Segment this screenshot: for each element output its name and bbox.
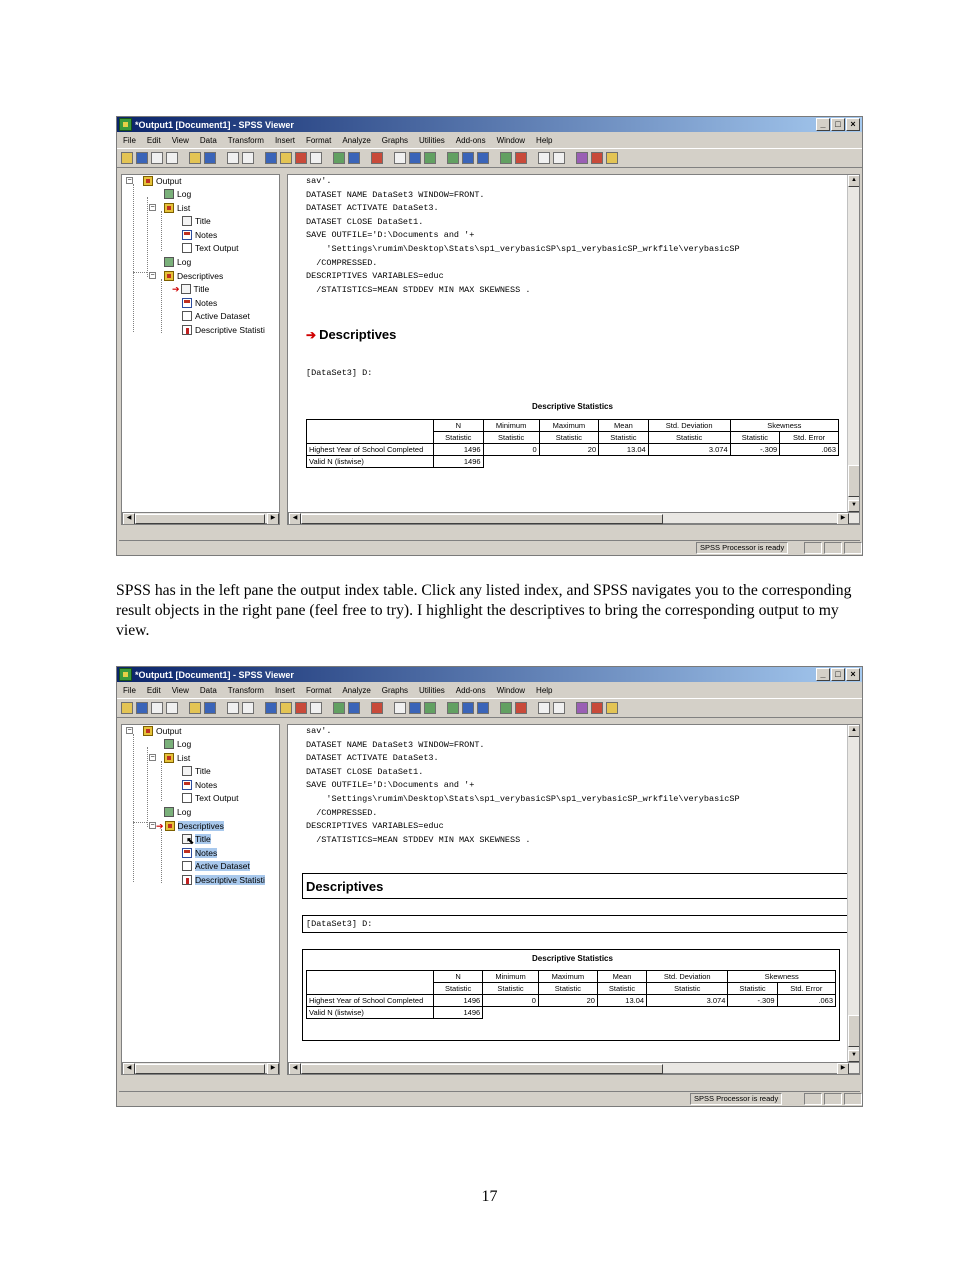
export-icon[interactable] [189,152,201,164]
dataset-line: [DataSet3] D: [306,368,373,378]
collapse-toggle-icon[interactable]: − [127,727,132,734]
status-cell [844,1093,862,1105]
page-number: 17 [481,1188,498,1205]
title-icon [182,216,192,226]
collapse-toggle-icon[interactable]: − [150,822,155,829]
menu-analyze[interactable]: Analyze [342,685,371,695]
insert-new-heading-icon[interactable] [591,152,603,164]
forward-arrow-icon[interactable] [477,152,489,164]
tree-item-title-2[interactable]: ➔ Title [172,283,210,294]
current-item-arrow-icon: ➔ [172,283,180,294]
status-text: SPSS Processor is ready [696,542,788,554]
insert-text-icon[interactable] [409,702,421,714]
maximize-button[interactable]: □ [831,668,845,681]
promote-icon[interactable] [447,152,459,164]
window-title: *Output1 [Document1] - SPSS Viewer [135,669,294,680]
tree-item-output[interactable]: Output [143,725,182,737]
text-output-icon [182,861,192,871]
notes-icon [182,848,192,858]
dataset-line-box[interactable] [302,915,848,933]
menu-analyze[interactable]: Analyze [342,135,371,145]
expand-icon[interactable] [500,152,512,164]
syntax-log: sav'. DATASET NAME DataSet3 WINDOW=FRONT. DATASET ACTIVATE DataSet3. DATASET CLOSE DataSet1. SAVE OUTFILE='D:\Documents and '+ 'Settings\rumim\Desktop\Stats\sp1_verybasicSP\sp1_verybasicSP_wrkfile\verybasicSP /COMPRESSED. DESCRIPTIVES VARIABLES=educ /STATISTICS=MEAN STDDEV MIN MAX SKEWNESS . [306,726,740,845]
menu-transform[interactable]: Transform [227,135,264,145]
expand-icon[interactable] [500,702,512,714]
output-outline-pane[interactable] [121,174,280,525]
mouse-cursor-icon: ⬉ [186,836,195,847]
help-topics-icon[interactable] [310,702,322,714]
tree-item-notes[interactable]: Notes [182,779,217,791]
menu-insert[interactable]: Insert [274,135,295,145]
contents-vertical-scrollbar[interactable] [847,725,859,1062]
tree-item-descriptive-statistics[interactable]: Descriptive Statisti [182,324,265,336]
insert-chart-icon[interactable] [424,152,436,164]
descriptives-heading-box[interactable] [302,873,848,899]
insert-new-title-icon[interactable] [606,152,618,164]
tree-item-text-output[interactable]: Text Output [182,242,238,254]
scroll-left-icon[interactable]: ◀ [289,1063,301,1075]
status-bar [119,540,860,553]
menu-data[interactable]: Data [199,685,217,695]
book-icon [164,203,174,213]
scroll-right-icon[interactable]: ▶ [267,1063,279,1075]
menu-bar [117,682,862,698]
tree-item-title-2[interactable]: Title [182,833,211,845]
close-button[interactable]: × [846,118,860,131]
menu-add-ons[interactable]: Add-ons [455,685,486,695]
tree-item-output[interactable]: Output [143,175,182,187]
close-button[interactable]: × [846,668,860,681]
scroll-thumb[interactable] [135,514,265,524]
status-bar [119,1091,860,1104]
scroll-left-icon[interactable]: ◀ [123,513,135,525]
notes-icon [182,230,192,240]
status-cell [844,542,862,554]
outline-horizontal-scrollbar[interactable] [122,1062,280,1074]
log-icon [164,739,174,749]
collapse-toggle-icon[interactable]: − [150,204,155,211]
goto-case-icon[interactable] [280,702,292,714]
export-icon[interactable] [189,702,201,714]
scroll-right-icon[interactable]: ▶ [837,513,849,525]
table-row: Valid N (listwise) 1496 [307,456,839,468]
table-subheader-row: Statistic Statistic Statistic Statistic Statistic Statistic Std. Error [307,432,839,444]
scroll-right-icon[interactable]: ▶ [267,513,279,525]
open-icon[interactable] [121,702,133,714]
body-paragraph: SPSS has in the left pane the output index table. Click any listed index, and SPSS navigates you to the corresponding result objects in the right pane (feel free to try). I highlight the descriptives to bring the corresponding output to my view. [116,582,852,639]
menu-file[interactable]: File [123,685,136,695]
goto-data-icon[interactable] [265,152,277,164]
designate-window-icon[interactable] [576,152,588,164]
dataset-line: [DataSet3] D: [306,919,373,929]
forward-arrow-icon[interactable] [477,702,489,714]
scroll-thumb[interactable] [301,1064,663,1074]
book-icon [165,821,175,831]
tree-item-notes[interactable]: Notes [182,229,217,241]
tree-item-log-2[interactable]: Log [164,256,191,268]
scroll-down-icon[interactable]: ▼ [848,1050,860,1062]
text-output-icon [182,311,192,321]
output-contents-pane[interactable] [287,174,860,525]
show-icon[interactable] [538,152,550,164]
spss-viewer-window-1 [116,116,863,556]
tree-item-notes-2[interactable]: Notes [182,297,217,309]
hide-icon[interactable] [553,702,565,714]
insert-title-icon[interactable] [394,702,406,714]
maximize-button[interactable]: □ [831,118,845,131]
stats-table-title: Descriptive Statistics [532,402,613,411]
back-arrow-icon[interactable] [462,152,474,164]
collapse-icon[interactable] [515,702,527,714]
tree-item-list[interactable]: List [164,752,190,764]
use-sets-icon[interactable] [348,702,360,714]
designate-window-icon[interactable] [576,702,588,714]
title-bar [117,667,862,682]
tree-item-active-dataset[interactable]: Active Dataset [182,310,250,322]
contents-vertical-scrollbar[interactable] [847,175,859,512]
tree-item-text-output[interactable]: Text Output [182,792,238,804]
title-icon [182,766,192,776]
table-header-row: N Minimum Maximum Mean Std. Deviation Skewness [307,420,839,432]
output-contents-pane[interactable] [287,724,860,1075]
status-cell [824,542,842,554]
minimize-button[interactable]: _ [816,668,830,681]
status-text: SPSS Processor is ready [690,1093,782,1105]
status-cell [824,1093,842,1105]
table-subheader-row: Statistic Statistic Statistic Statistic Statistic Statistic Std. Error [307,983,836,995]
tree-item-title[interactable]: Title [182,765,211,777]
scroll-down-icon[interactable]: ▼ [848,500,860,512]
tree-item-log[interactable]: Log [164,188,191,200]
scroll-thumb[interactable] [135,1064,265,1074]
stats-table-title: Descriptive Statistics [532,954,613,963]
menu-edit[interactable]: Edit [146,685,161,695]
scroll-left-icon[interactable]: ◀ [289,513,301,525]
pivot-table-icon [182,875,192,885]
insert-heading-icon[interactable] [371,702,383,714]
book-icon [164,753,174,763]
contents-horizontal-scrollbar[interactable] [288,1062,860,1074]
table-row: Highest Year of School Completed 1496 0 20 13.04 3.074 -.309 .063 [307,444,839,456]
redo-icon[interactable] [242,152,254,164]
help-topics-icon[interactable] [310,152,322,164]
insert-heading-icon[interactable] [371,152,383,164]
book-icon [143,176,153,186]
scroll-up-icon[interactable]: ▲ [848,725,860,737]
descriptive-statistics-table[interactable] [306,419,839,468]
descriptives-heading[interactable]: ➔ Descriptives [306,327,397,342]
tree-item-log[interactable]: Log [164,738,191,750]
log-icon [164,257,174,267]
scroll-right-icon[interactable]: ▶ [837,1063,849,1075]
pivot-table-icon [182,325,192,335]
goto-case-icon[interactable] [280,152,292,164]
recall-dialog-icon[interactable] [204,152,216,164]
undo-icon[interactable] [227,702,239,714]
value-labels-icon[interactable] [333,702,345,714]
spss-app-icon [119,118,132,131]
text-output-icon [182,793,192,803]
table-header-row: N Minimum Maximum Mean Std. Deviation Skewness [307,971,836,983]
spss-app-icon [119,668,132,681]
menu-insert[interactable]: Insert [274,685,295,695]
variables-icon[interactable] [295,702,307,714]
descriptive-statistics-table[interactable] [306,970,836,1019]
tree-item-notes-2[interactable]: Notes [182,847,217,859]
print-icon[interactable] [151,702,163,714]
print-preview-icon[interactable] [166,702,178,714]
undo-icon[interactable] [227,152,239,164]
tree-item-active-dataset[interactable]: Active Dataset [182,860,250,872]
current-item-arrow-icon: ➔ [156,820,164,831]
scroll-thumb[interactable] [301,514,663,524]
minimize-button[interactable]: _ [816,118,830,131]
book-icon [143,726,153,736]
menu-graphs[interactable]: Graphs [381,135,409,145]
toolbar [117,148,862,168]
menu-bar [117,132,862,148]
tree-item-list[interactable]: List [164,202,190,214]
menu-view[interactable]: View [171,685,189,695]
goto-data-icon[interactable] [265,702,277,714]
status-cell [804,542,822,554]
open-icon[interactable] [121,152,133,164]
save-icon[interactable] [136,152,148,164]
syntax-log: sav'. DATASET NAME DataSet3 WINDOW=FRONT. DATASET ACTIVATE DataSet3. DATASET CLOSE DataSet1. SAVE OUTFILE='D:\Documents and '+ 'Settings\rumim\Desktop\Stats\sp1_verybasicSP\sp1_verybasicSP_wrkfile\verybasicSP /COMPRESSED. DESCRIPTIVES VARIABLES=educ /STATISTICS=MEAN STDDEV MIN MAX SKEWNESS . [306,176,740,295]
spss-viewer-window-2 [116,666,863,1107]
menu-format[interactable]: Format [305,135,332,145]
menu-edit[interactable]: Edit [146,135,161,145]
insert-text-icon[interactable] [409,152,421,164]
tree-item-log-2[interactable]: Log [164,806,191,818]
menu-graphs[interactable]: Graphs [381,685,409,695]
insert-new-heading-icon[interactable] [591,702,603,714]
scroll-left-icon[interactable]: ◀ [123,1063,135,1075]
insert-title-icon[interactable] [394,152,406,164]
use-sets-icon[interactable] [348,152,360,164]
variables-icon[interactable] [295,152,307,164]
menu-help[interactable]: Help [536,135,553,145]
promote-icon[interactable] [447,702,459,714]
insert-new-title-icon[interactable] [606,702,618,714]
menu-window[interactable]: Window [496,685,526,695]
contents-horizontal-scrollbar[interactable] [288,512,860,524]
back-arrow-icon[interactable] [462,702,474,714]
notes-icon [182,298,192,308]
collapse-toggle-icon[interactable]: − [150,754,155,761]
table-row: Valid N (listwise) 1496 [307,1007,836,1019]
scroll-up-icon[interactable]: ▲ [848,175,860,187]
log-icon [164,807,174,817]
collapse-icon[interactable] [515,152,527,164]
notes-icon [182,780,192,790]
tree-item-title[interactable]: Title [182,215,211,227]
menu-window[interactable]: Window [496,135,526,145]
insert-chart-icon[interactable] [424,702,436,714]
window-title: *Output1 [Document1] - SPSS Viewer [135,119,294,130]
table-row: Highest Year of School Completed 1496 0 20 13.04 3.074 -.309 .063 [307,995,836,1007]
menu-file[interactable]: File [123,135,136,145]
log-icon [164,189,174,199]
tree-item-descriptives-selected[interactable]: ➔ Descriptives [156,820,224,831]
descriptives-heading[interactable]: Descriptives [306,879,384,894]
current-item-arrow-icon: ➔ [306,327,317,342]
menu-data[interactable]: Data [199,135,217,145]
toolbar [117,698,862,718]
menu-format[interactable]: Format [305,685,332,695]
redo-icon[interactable] [242,702,254,714]
menu-transform[interactable]: Transform [227,685,264,695]
text-output-icon [182,243,192,253]
print-icon[interactable] [151,152,163,164]
menu-add-ons[interactable]: Add-ons [455,135,486,145]
menu-help[interactable]: Help [536,685,553,695]
collapse-toggle-icon[interactable]: − [150,272,155,279]
menu-utilities[interactable]: Utilities [419,135,445,145]
output-outline-pane[interactable] [121,724,280,1075]
book-icon [164,271,174,281]
title-bar [117,117,862,132]
tree-item-descriptives[interactable]: Descriptives [164,270,223,282]
menu-utilities[interactable]: Utilities [419,685,445,695]
title-icon [181,284,191,294]
print-preview-icon[interactable] [166,152,178,164]
show-icon[interactable] [538,702,550,714]
outline-horizontal-scrollbar[interactable] [122,512,280,524]
menu-view[interactable]: View [171,135,189,145]
status-cell [804,1093,822,1105]
value-labels-icon[interactable] [333,152,345,164]
hide-icon[interactable] [553,152,565,164]
save-icon[interactable] [136,702,148,714]
scroll-thumb[interactable] [848,1015,860,1047]
recall-dialog-icon[interactable] [204,702,216,714]
scroll-thumb[interactable] [848,465,860,497]
tree-item-descriptive-statistics[interactable]: Descriptive Statisti [182,874,265,886]
collapse-toggle-icon[interactable]: − [127,177,132,184]
